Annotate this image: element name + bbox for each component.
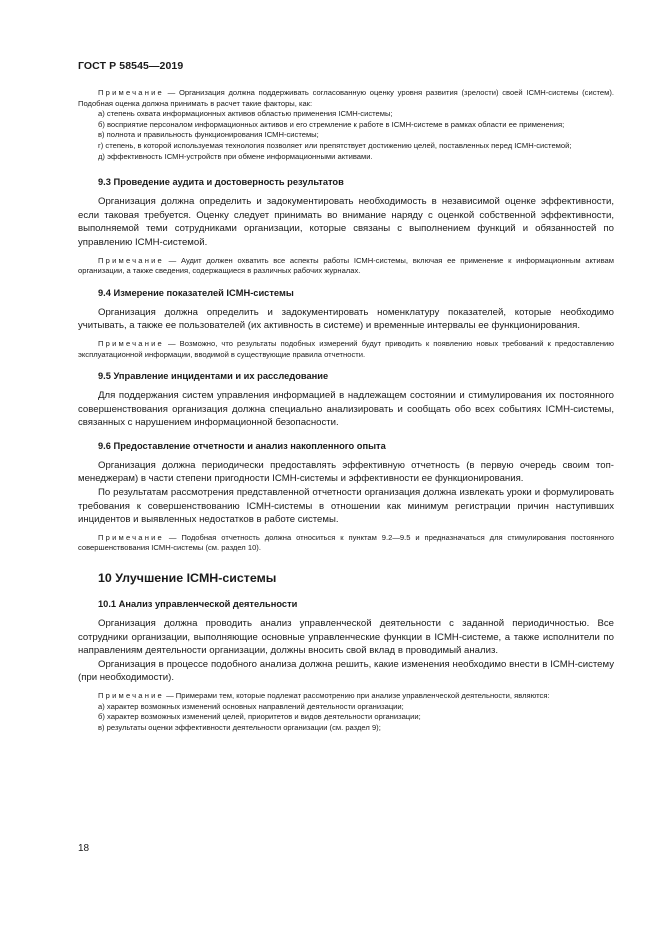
section-heading-9-4: 9.4 Измерение показателей ICMH-системы <box>98 287 294 298</box>
paragraph: Организация должна периодически предоставлять эффективную отчетность (в первую очередь своим топ-менеджерам) в части степени пригодности ICMH-системы и эффективности ее функционирования. <box>78 459 614 485</box>
note-label: Примечание <box>98 255 164 265</box>
paragraph: Организация должна определить и задокументировать необходимость в независимой оценке эффективности, если таковая требуется. Оценку следует принимать во внимание наряду с оценкой собственной эффективности, выполняемой теми сотрудниками организации, которые связаны с выполнением функций и обязанностей по управлению ICMH-системой. <box>78 196 614 248</box>
section-heading-9-5: 9.5 Управление инцидентами и их расследование <box>98 371 329 382</box>
paragraph: По результатам рассмотрения представленной отчетности организация должна извлекать уроки и формулировать требования к совершенствованию ICMH-системы в отношении как минимум регистрации причин наступивших инцидентов и выявленных недостатков в работе системы. <box>78 487 614 526</box>
section-heading-10: 10 Улучшение ICMH-системы <box>98 571 277 586</box>
list-item: б) восприятие персоналом информационных активов и его стремление к работе в ICMH-системе в рамках области ее применения; <box>98 119 565 129</box>
section-heading-10-1: 10.1 Анализ управленческой деятельности <box>98 599 298 610</box>
list-item: б) характер возможных изменений целей, приоритетов и видов деятельности организации; <box>98 712 421 722</box>
list-item: в) результаты оценки эффективности деятельности организации (см. раздел 9); <box>98 722 381 732</box>
section-body <box>78 459 614 527</box>
note-text: — Примерами тем, которые подлежат рассмотрению при анализе управленческой деятельности, являются: <box>163 691 550 700</box>
page-number: 18 <box>78 843 90 854</box>
note-label: Примечание <box>98 88 164 97</box>
note-block <box>78 88 614 162</box>
note-label: Примечание <box>98 338 164 348</box>
note-text: — Подобная отчетность должна относиться к пунктам 9.2—9.5 и предназначаться для стимулирования постоянного совершенствования ICMH-системы (см. раздел 10). <box>78 532 614 553</box>
section-body <box>78 306 614 333</box>
list-item: г) степень, в которой используемая технология позволяет или препятствует достижению целей, поставленных перед ICMH-системой; <box>98 140 572 150</box>
paragraph: Организация должна определить и задокументировать номенклатуру показателей, которые необходимо учитывать, а также ее пользователей (их активность в системе) и временные интервалы ее функционирования. <box>78 306 614 332</box>
section-heading-9-3: 9.3 Проведение аудита и достоверность результатов <box>98 177 344 188</box>
note-text: — Организация должна поддерживать согласованную оценку уровня развития (зрелости) своей ICMH-системы (систем). Подобная оценка должна принимать в расчет такие факторы, как: <box>78 88 614 108</box>
section-heading-9-6: 9.6 Предоставление отчетности и анализ накопленного опыта <box>98 440 386 451</box>
page-content <box>78 88 614 733</box>
list-item: д) эффективность ICMH-устройств при обмене информационными активами. <box>98 151 373 161</box>
standard-header: ГОСТ Р 58545—2019 <box>78 60 184 72</box>
section-body <box>78 617 614 685</box>
paragraph: Организация в процессе подобного анализа должна решить, какие изменения необходимо внести в ICMH-систему (при необходимости). <box>78 658 614 684</box>
section-body <box>78 195 614 249</box>
note-label: Примечание <box>98 691 164 700</box>
note-label: Примечание <box>98 532 164 542</box>
paragraph: Для поддержания систем управления информацией в надлежащем состоянии и стимулирования их постоянного совершенствования организация должна специально анализировать и сообщать обо всех событиях ICMH-системы, связанных с нарушением информационной безопасности. <box>78 390 614 429</box>
note-text: — Возможно, что результаты подобных измерений будут приводить к появлению новых требований к предоставлению эксплуатационной информации, вводимой в существующие правила отчетности. <box>78 338 614 359</box>
note-block <box>78 256 614 277</box>
list-item: а) характер возможных изменений основных направлений деятельности организации; <box>98 701 404 711</box>
paragraph: Организация должна проводить анализ управленческой деятельности с заданной периодичностью. Все сотрудники организации, выполняющие основные управленческие функции в ICMH-системе, а также исполнители по направлениям деятельности организации, должны вносить свой вклад в проводимый анализ. <box>78 618 614 657</box>
list-item: а) степень охвата информационных активов областью применения ICMH-системы; <box>98 109 393 119</box>
note-block <box>78 339 614 360</box>
list-item: в) полнота и правильность функционирования ICMH-системы; <box>98 130 319 140</box>
section-body <box>78 389 614 430</box>
note-text: — Аудит должен охватить все аспекты работы ICMH-системы, включая ее применение к информационным активам организации, а также сведения, содержащиеся в различных рабочих журналах. <box>78 255 614 276</box>
note-block <box>78 691 614 733</box>
note-block <box>78 533 614 554</box>
